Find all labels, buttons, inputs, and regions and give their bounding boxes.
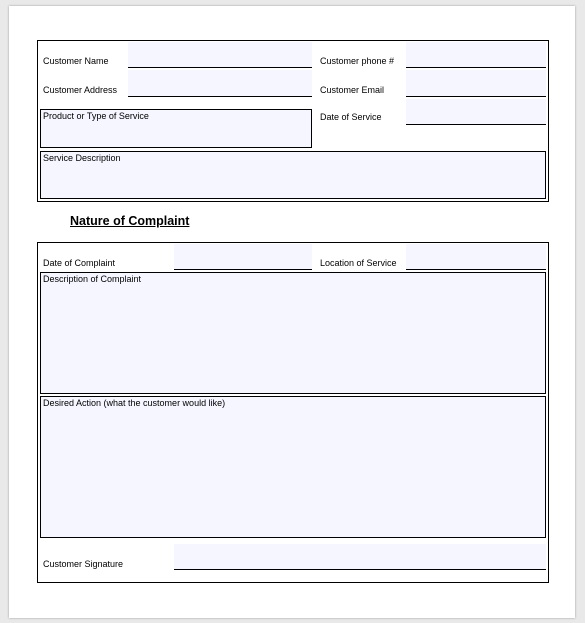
date-of-service-label: Date of Service <box>320 112 382 122</box>
customer-phone-field[interactable] <box>406 42 546 68</box>
date-of-complaint-label: Date of Complaint <box>43 258 116 268</box>
location-of-service-label: Location of Service <box>320 258 397 268</box>
customer-phone-label: Customer phone # <box>320 56 395 66</box>
date-of-complaint-field[interactable] <box>174 244 312 270</box>
description-of-complaint-label: Description of Complaint <box>43 274 142 284</box>
customer-signature-label: Customer Signature <box>43 559 124 569</box>
customer-email-label: Customer Email <box>320 85 385 95</box>
customer-name-field[interactable] <box>128 42 312 68</box>
location-of-service-field[interactable] <box>406 244 546 270</box>
customer-email-field[interactable] <box>406 70 546 97</box>
desired-action-field[interactable] <box>40 396 546 538</box>
customer-signature-field[interactable] <box>174 544 546 570</box>
desired-action-label: Desired Action (what the customer would like) <box>43 398 226 408</box>
form-page <box>9 6 575 618</box>
description-of-complaint-field[interactable] <box>40 272 546 394</box>
customer-name-label: Customer Name <box>43 56 109 66</box>
customer-address-label: Customer Address <box>43 85 118 95</box>
customer-address-field[interactable] <box>128 70 312 97</box>
product-service-field[interactable] <box>40 109 312 148</box>
product-service-label: Product or Type of Service <box>43 111 149 121</box>
nature-of-complaint-heading: Nature of Complaint <box>70 214 190 228</box>
service-description-field[interactable] <box>40 151 546 199</box>
service-description-label: Service Description <box>43 153 121 163</box>
date-of-service-field[interactable] <box>406 99 546 125</box>
